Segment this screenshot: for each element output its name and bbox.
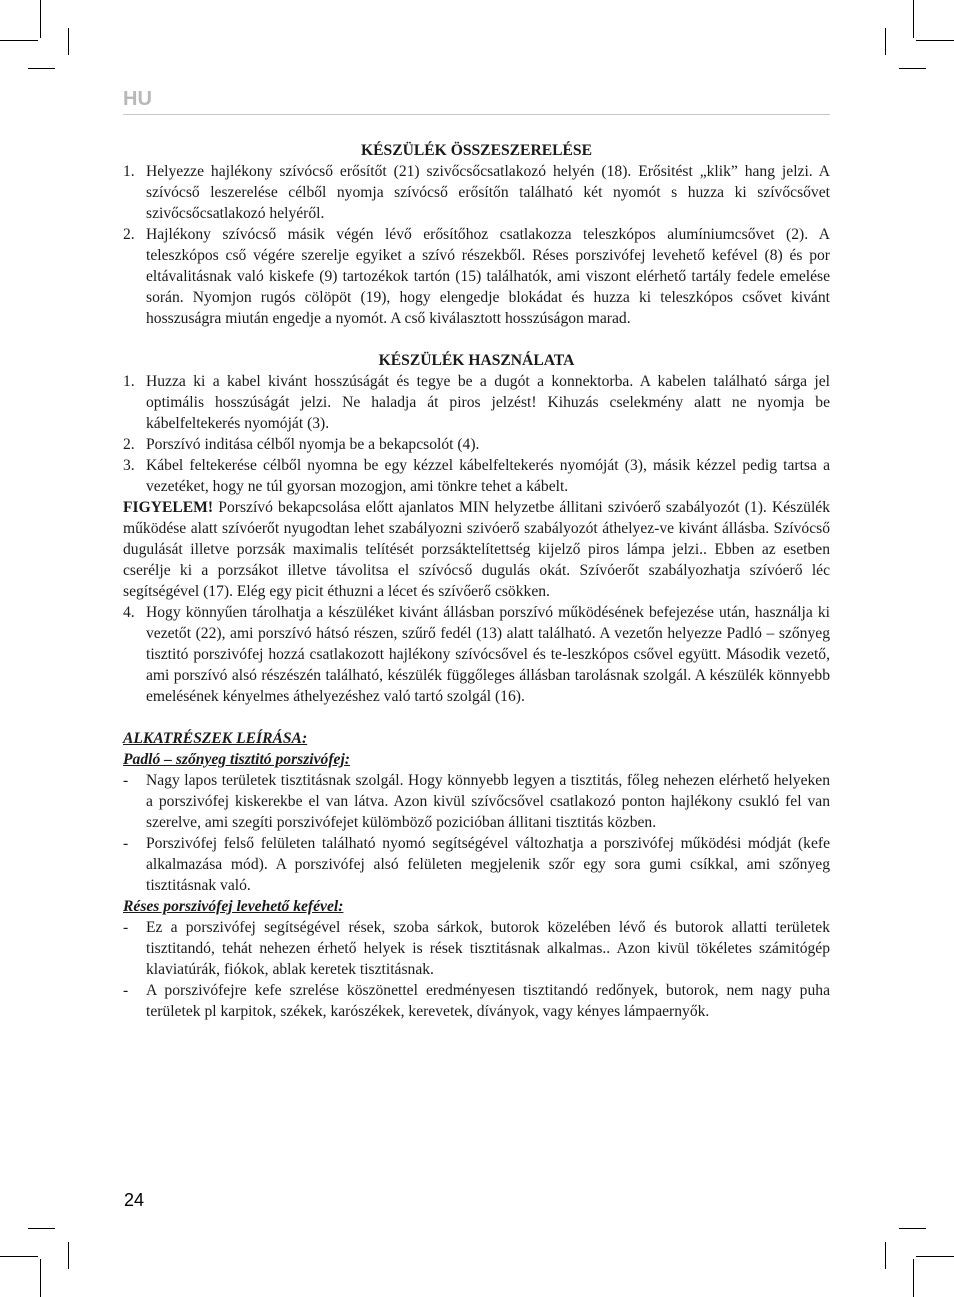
crop-mark [916,40,954,41]
parts-heading: ALKATRÉSZEK LEÍRÁSA: [123,730,308,747]
warning-paragraph [123,497,830,602]
crop-mark [28,1228,55,1229]
warning-text: Porszívó bekapcsolása előtt ajanlatos MIN helyzetbe állitani szivóerő szabályozót (1). Készülék működése alatt szívóerőt nyugodtan lehet szabályozni szivóerő szabályozót áthelyez-ve kivánt állásba. Szívócső dugulását illetve porzsák maximalis telítését porzsáktelítettség kijelző piros lámpa jelzi.. Ebben az esetben cserélje ki a porzsákot illetve távolitsa el szívócső dugulás okát. Szívóerőt szabályozhatja szívóerő léc segítségével (17). Elég egy picit éthuzni a lécet és szívőerő csökken. [123,499,830,600]
crop-mark [899,68,926,69]
list-item [123,980,830,1022]
crop-mark [885,1242,886,1269]
floor-head-subheading: Padló – szőnyeg tisztitó porszivófej: [123,751,350,768]
crop-mark [916,1256,954,1257]
crop-mark [0,1256,38,1257]
item-dash: - [123,919,129,936]
item-text: Nagy lapos területek tisztitásnak szolgál. Hogy könnyebb legyen a tisztitás, főleg nehezen elérhető helyeken a porszivófej kiskerekbe el van látva. Azon kivül szívőcsővel csatlakozó ponton hajlékony csukló fel van szerelve, ami szegíti porszivófejet külömböző pozicióban állitani tisztitás közben. [146,772,830,831]
item-number: 1. [123,373,135,390]
list-item [123,224,830,329]
warning-label: FIGYELEM! [123,499,214,516]
list-item [123,434,830,455]
item-text: Ez a porszivófej segítségével rések, szoba sárkok, butorok közelében lévő és butorok allatti területek tisztitandó, tehát nehezen érhető helyek is rések tisztitásnak alkalmas.. Azon kivül tökéletes számitógép klaviatúrák, fiókok, ablak keretek tisztitásnak. [146,919,830,978]
crop-mark [0,40,38,41]
item-text: Helyezze hajlékony szívócső erősítőt (21) szivőcsőcsatlakozó helyén (18). Erősitést „klik” hang jelzi. A szívócső leszerelése célből nyomja szívócső erősítőn található két nyomót s huzza ki szívőcsővet szivőcsőcsatlakozó helyéről. [146,163,830,222]
list-item [123,770,830,833]
item-text: Porszívó inditása célből nyomja be a bekapcsolót (4). [146,436,480,453]
item-number: 2. [123,226,135,243]
item-number: 1. [123,163,135,180]
list-item [123,602,830,707]
crop-mark [913,0,914,38]
page-content [123,140,830,1022]
crop-mark [28,68,55,69]
page-number: 24 [124,1190,145,1210]
item-number: 4. [123,604,135,621]
crop-mark [885,28,886,55]
language-code: HU [123,88,152,110]
list-item [123,833,830,896]
item-number: 3. [123,457,135,474]
item-dash: - [123,772,129,789]
section-heading-usage: KÉSZÜLÉK HASZNÁLATA [378,352,575,369]
list-item [123,161,830,224]
item-number: 2. [123,436,135,453]
section-heading-assembly: KÉSZÜLÉK ÖSSZESZERELÉSE [361,142,592,159]
crop-mark [899,1228,926,1229]
header-rule [123,114,830,115]
crop-mark [68,1242,69,1269]
item-text: Hajlékony szívócső másik végén lévő erősítőhoz csatlakozza teleszkópos alumíniumcsővet (2). A teleszkópos cső végére szerelje egyiket a szívó részekből. Réses porszivófej levehető kefével (8) és por eltávalitásnak való kiskefe (9) tartozékok tartón (15) találhatók, ami viszont elérhető tartály fedele emelése során. Nyomjon rugós cölöpöt (19), hogy elengedje blokádat és huzza ki teleszkópos csővet kivánt hosszuságra miután engedje a nyomót. A cső kiválasztott hosszúságon marad. [146,226,830,327]
crop-mark [68,28,69,55]
item-text: Hogy könnyűen tárolhatja a készüléket kivánt állásban porszívó működésének befejezése után, használja ki vezetőt (22), ami porszívó hátsó részen, szűrő fedél (13) alatt található. A vezetőn helyezze Padló – szőnyeg tisztitó porszivófej hozzá csatlakozott hajlékony szívócsővel és te-leszkópos csővel együtt. Második vezető, ami porszívó alsó részészén található, készülék függőleges állásban tarolásnak szolgál. A készülék könnyebb emelésének kényelmes áthelyezéshez való tartó szolgál (16). [146,604,830,705]
list-item [123,455,830,497]
crop-mark [913,1259,914,1297]
list-item [123,371,830,434]
item-text: Porszivófej felső felületen található nyomó segítségével változhatja a porszivófej működési módját (kefe alkalmazása mód). A porszivófej alsó felületen megjelenik szőr egy sora gumi csíkkal, ami szőnyeg tisztitásnak való. [146,835,830,894]
crop-mark [40,0,41,38]
item-text: Huzza ki a kabel kivánt hosszúságát és tegye be a dugót a konnektorba. A kabelen található sárga jel optimális hosszúságát jelzi. Ne haladja át piros jelzést! Kihuzás cselekmény alatt ne nyomja be kábelfeltekerés nyomóját (3). [146,373,830,432]
list-item [123,917,830,980]
item-text: Kábel feltekerése célből nyomna be egy kézzel kábelfeltekerés nyomóját (3), másik kézzel pedig tartsa a vezetéket, hogy ne túl gyorsan mozogjon, ami tönkre tehet a kábelt. [146,457,830,495]
crevice-tool-subheading: Réses porszivófej levehető kefével: [123,898,344,915]
item-text: A porszivófejre kefe szrelése köszönettel eredményesen tisztitandó redőnyek, butorok, nem nagy puha területek pl karpitok, székek, karószékek, kerevetek, díványok, vagy kényes lámpaernyők. [146,982,830,1020]
item-dash: - [123,982,129,999]
crop-mark [40,1259,41,1297]
item-dash: - [123,835,129,852]
